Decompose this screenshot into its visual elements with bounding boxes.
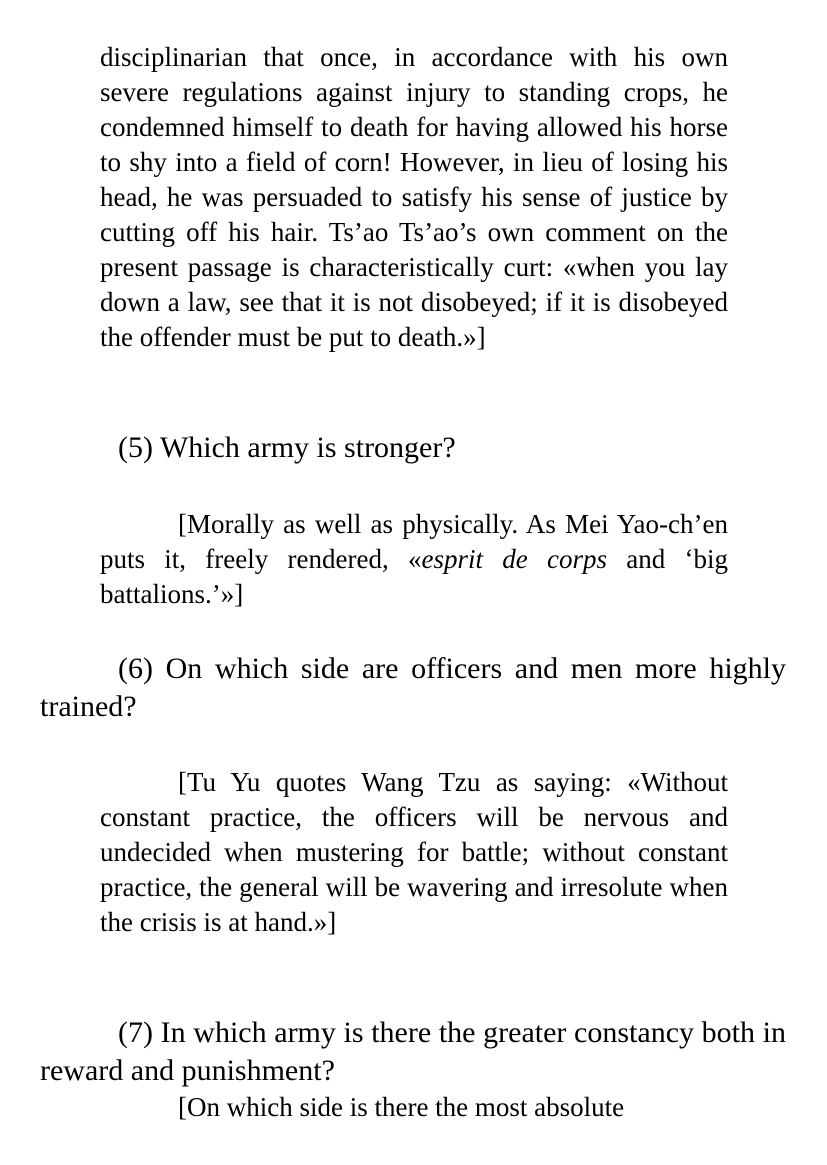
commentary-7 [100, 1090, 728, 1125]
question-6-text: (6) On which side are officers and men more highly trained? [40, 652, 786, 723]
commentary-paragraph-ts-ao: disciplinarian that once, in accordance with his own severe regulations against injury to standing crops, he condemned himself to death for having allowed his horse to shy into a field of corn! However, in lieu of losing his head, he was persuaded to satisfy his sense of justice by cutting off his hair. Ts’ao Ts’ao’s own comment on the present passage is characteristically curt: «when you lay down a law, see that it is not disobeyed; if it is disobeyed the offender must be put to death.»] [100, 42, 728, 352]
question-6 [40, 650, 786, 726]
question-5-text: (5) Which army is stronger? [118, 431, 456, 464]
commentary-5-italic: esprit de corps [421, 544, 607, 574]
question-7-text: (7) In which army is there the greater constancy both in reward and punishment? [40, 1016, 786, 1087]
commentary-6 [100, 765, 728, 940]
question-5 [40, 429, 786, 467]
commentary-6-text: [Tu Yu quotes Wang Tzu as saying: «Without constant practice, the officers will be nervous and undecided when mustering for battle; without constant practice, the general will be wavering and irresolute when the crisis is at hand.»] [100, 767, 728, 937]
commentary-5-text-after: and ‘big battalions.’»] [100, 544, 728, 609]
commentary-7-text: [On which side is there the most absolute [178, 1092, 625, 1122]
commentary-5-text-before: [Morally as well as physically. As Mei Yao-ch’en puts it, freely rendered, « [100, 509, 728, 574]
question-7 [40, 1014, 786, 1090]
commentary-5 [100, 507, 728, 612]
